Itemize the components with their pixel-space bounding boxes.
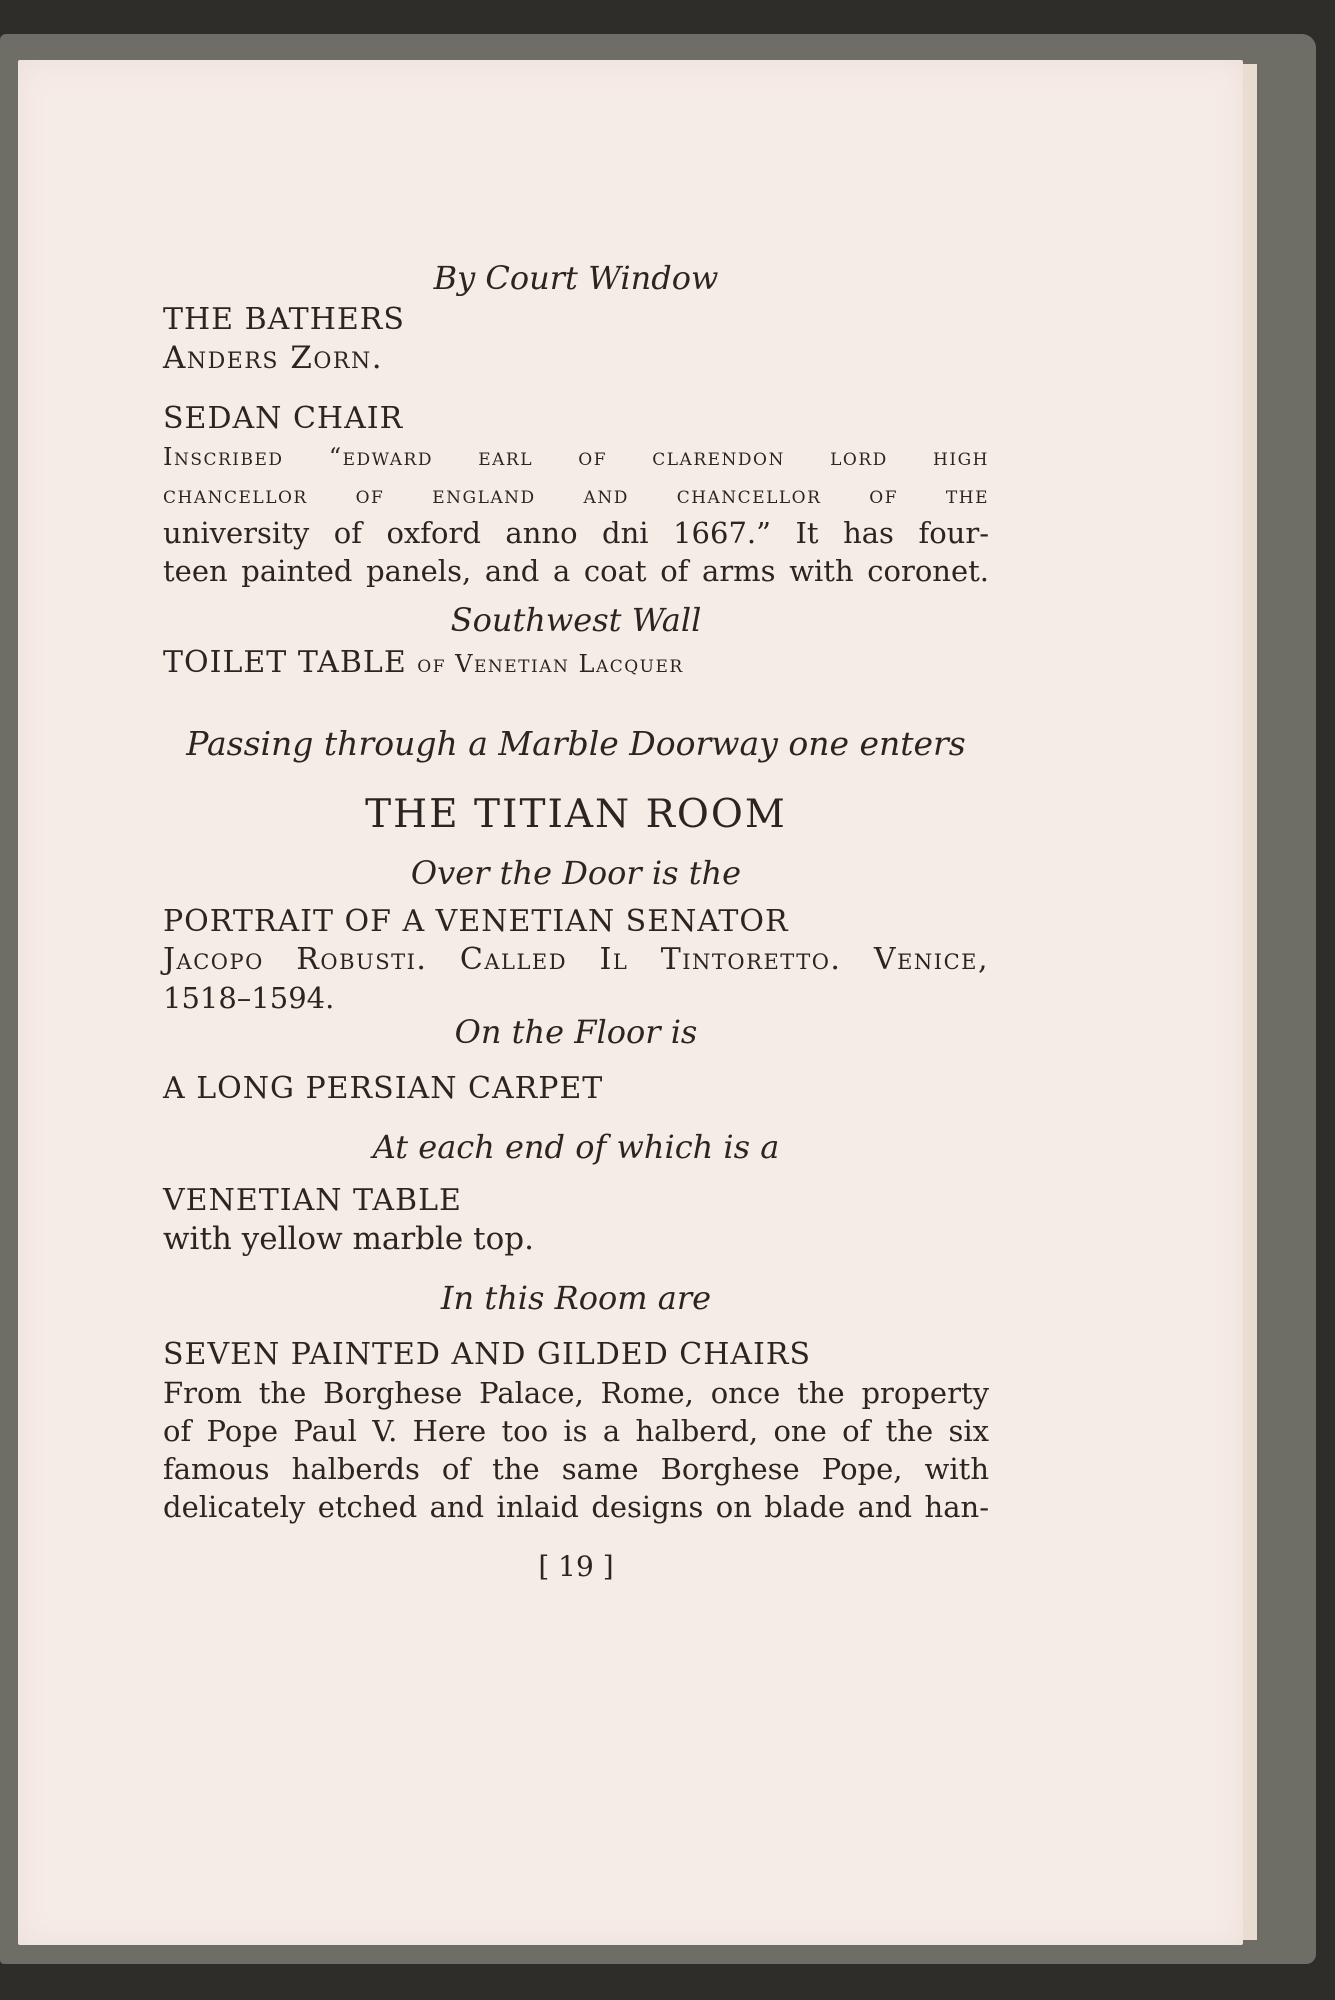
page-number: [ 19 ] [538,1550,614,1583]
southwest-wall-heading: Southwest Wall [450,601,702,639]
passing-heading: Passing through a Marble Doorway one enters [186,724,966,763]
venetian-table-title: VENETIAN TABLE [163,1183,462,1218]
bathers-title: THE BATHERS [163,302,405,337]
chairs-title: SEVEN PAINTED AND GILDED CHAIRS [163,1337,812,1372]
carpet-title: A LONG PERSIAN CARPET [163,1071,604,1106]
toilet-table-subtitle: of Venetian Lacquer [417,650,684,678]
venetian-table-desc: with yellow marble top. [163,1221,534,1257]
toilet-table-line [163,644,684,683]
room-items-heading: In this Room are [440,1279,712,1317]
sedan-line-2: chancellor of england and chancellor of the [163,481,989,509]
toilet-table-title: TOILET TABLE [163,645,407,680]
portrait-dates: 1518–1594. [163,981,335,1015]
over-door-heading: Over the Door is the [410,854,742,892]
portrait-artist-line: Jacopo Robusti. Called Il Tintoretto. Venice, [163,942,989,977]
sedan-line-1: Inscribed “edward earl of clarendon lord high [163,443,989,471]
bathers-artist: Anders Zorn. [163,340,384,376]
portrait-title: PORTRAIT OF A VENETIAN SENATOR [163,904,789,939]
sedan-line-4: teen painted panels, and a coat of arms with coronet. [163,554,989,588]
each-end-heading: At each end of which is a [372,1128,780,1166]
chairs-line-1: From the Borghese Palace, Rome, once the property [163,1376,989,1410]
sedan-chair-title: SEDAN CHAIR [163,401,404,436]
court-window-heading: By Court Window [433,259,719,297]
page-edge [1243,64,1257,1940]
chairs-line-2: of Pope Paul V. Here too is a halberd, one of the six [163,1414,989,1448]
chairs-line-4: delicately etched and inlaid designs on blade and han- [163,1490,989,1524]
book-page [18,60,1243,1945]
chairs-line-3: famous halberds of the same Borghese Pope, with [163,1452,989,1486]
sedan-line-3: university of oxford anno dni 1667.” It has four- [163,516,989,550]
room-title: THE TITIAN ROOM [365,792,787,837]
floor-heading: On the Floor is [454,1013,698,1051]
